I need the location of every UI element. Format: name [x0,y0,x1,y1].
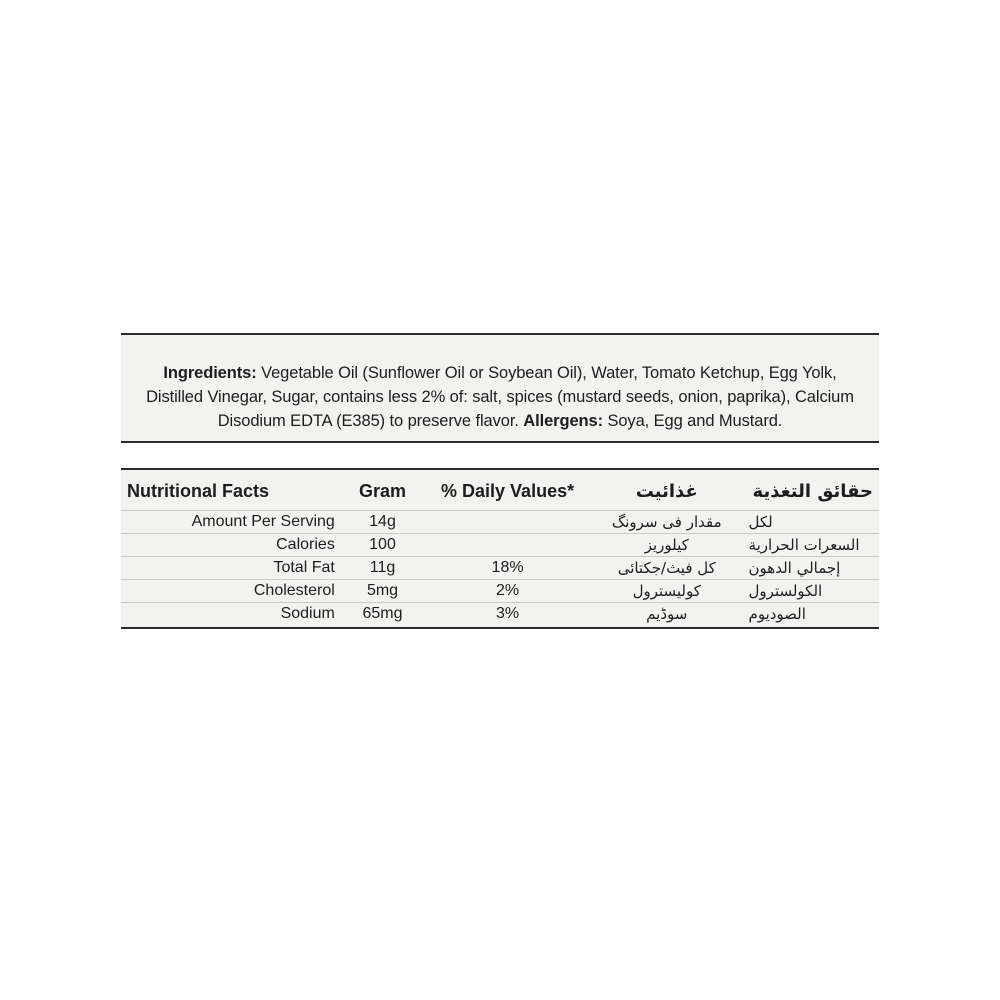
table-row [121,603,879,626]
table-row [121,534,879,557]
allergens-body: Soya, Egg and Mustard. [602,412,783,431]
ingredients-text [135,361,865,434]
nutrition-table [121,472,879,625]
row-arabic-name: الكولسترول [743,580,879,603]
header-gram: Gram [341,472,424,511]
row-label: Amount Per Serving [121,511,341,534]
row-arabic-label: كل فيث/جكتائى [591,557,743,580]
table-row [121,580,879,603]
ingredients-panel [121,333,879,443]
row-arabic-name: لكل [743,511,879,534]
row-arabic-label: كيلوريز [591,534,743,557]
row-arabic-name: الصوديوم [748,605,806,623]
row-label: Cholesterol [121,580,341,603]
row-gram: 11g [341,557,424,580]
table-row [121,557,879,580]
nutrition-table-header [121,472,879,511]
row-label: Sodium [280,605,335,622]
header-arabic-facts: حقائق التغذية [743,472,879,511]
row-label: Calories [121,534,341,557]
ingredients-label: Ingredients: [163,363,257,382]
row-daily-value: 2% [424,580,591,603]
nutrition-table-body [121,511,879,626]
header-arabic-nutrition: غذائيت [591,472,743,511]
table-header-row [121,472,879,511]
row-daily-value: 18% [424,557,591,580]
row-gram: 100 [341,534,424,557]
row-gram: 5mg [341,580,424,603]
nutrition-facts-panel [121,468,879,629]
table-row [121,511,879,534]
row-arabic-name: السعرات الحرارية [743,534,879,557]
row-daily-value [424,534,591,557]
row-arabic-name: إجمالي الدهون [743,557,879,580]
row-arabic-label: مقدار فى سرونگ [591,511,743,534]
row-daily-value [424,511,591,534]
allergens-label: Allergens: [523,412,603,431]
header-daily-values: % Daily Values* [424,472,591,511]
row-arabic-label: سوڈيم [646,605,688,623]
ingredients-body: Vegetable Oil (Sunflower Oil or Soybean Oil), Water, Tomato Ketchup, Egg Yolk, Distilled Vinegar, Sugar, contains less 2% of: salt, spices (mustard seeds, onion, paprika), Calcium Disodium EDTA (E385) to preserve flavor. [146,363,854,431]
row-daily-value: 3% [496,605,520,622]
row-gram: 65mg [362,605,403,622]
row-label: Total Fat [121,557,341,580]
row-gram: 14g [341,511,424,534]
header-nutritional-facts: Nutritional Facts [121,472,341,511]
row-arabic-label: كوليسترول [591,580,743,603]
